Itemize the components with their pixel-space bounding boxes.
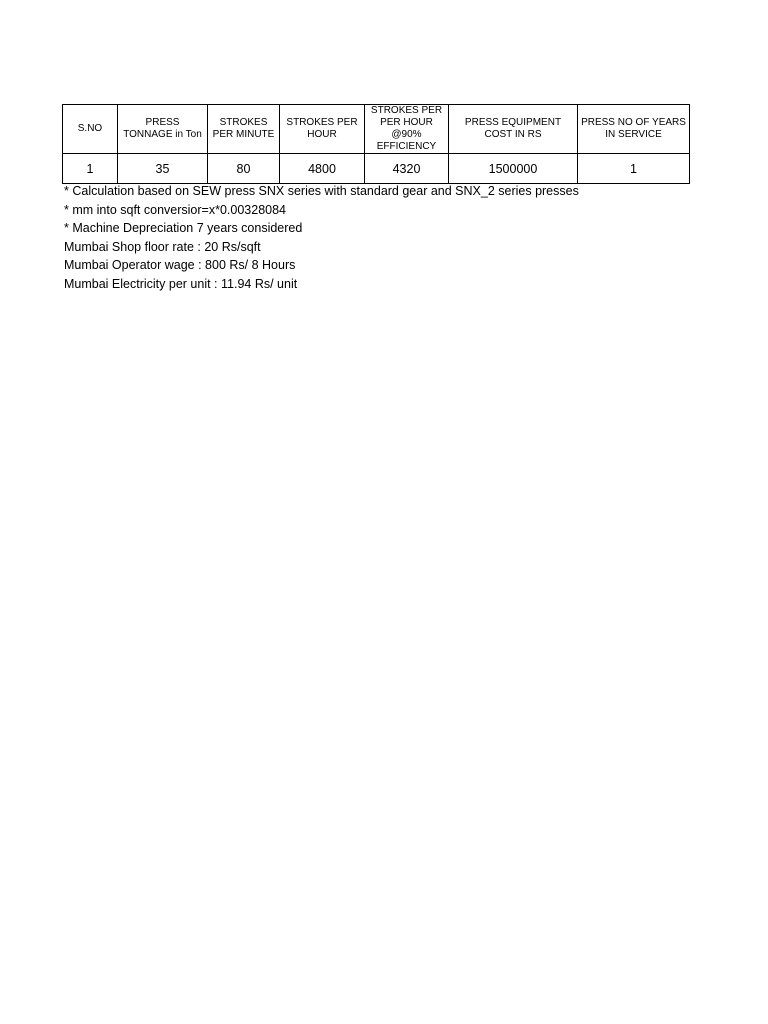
- cell-strokes-per-hour: 4800: [280, 154, 365, 184]
- cell-strokes-90-efficiency: 4320: [365, 154, 449, 184]
- header-sno: S.NO: [63, 105, 118, 154]
- note-electricity-rate: Mumbai Electricity per unit : 11.94 Rs/ unit: [64, 276, 298, 291]
- cell-years-in-service: 1: [578, 154, 690, 184]
- header-strokes-90-efficiency: STROKES PER PER HOUR @90% EFFICIENCY: [365, 105, 449, 154]
- header-strokes-per-minute: STROKES PER MINUTE: [208, 105, 280, 154]
- header-strokes-per-hour: STROKES PER HOUR: [280, 105, 365, 154]
- header-equipment-cost: PRESS EQUIPMENT COST IN RS: [449, 105, 578, 154]
- note-operator-wage: Mumbai Operator wage : 800 Rs/ 8 Hours: [64, 258, 296, 273]
- cell-press-tonnage: 35: [118, 154, 208, 184]
- cell-strokes-per-minute: 80: [208, 154, 280, 184]
- note-calculation-basis: * Calculation based on SEW press SNX series with standard gear and SNX_2 series presses: [64, 184, 579, 198]
- notes-block: [64, 182, 579, 294]
- note-depreciation: * Machine Depreciation 7 years considered: [64, 221, 303, 236]
- header-years-in-service: PRESS NO OF YEARS IN SERVICE: [578, 105, 690, 154]
- cell-sno: 1: [63, 154, 118, 184]
- header-press-tonnage: PRESS TONNAGE in Ton: [118, 105, 208, 154]
- cell-equipment-cost: 1500000: [449, 154, 578, 184]
- note-shop-floor-rate: Mumbai Shop floor rate : 20 Rs/sqft: [64, 239, 261, 254]
- table-row: [63, 154, 690, 184]
- note-sqft-conversion: * mm into sqft conversior=x*0.00328084: [64, 202, 286, 217]
- press-cost-table: [62, 104, 690, 184]
- table-header-row: [63, 105, 690, 154]
